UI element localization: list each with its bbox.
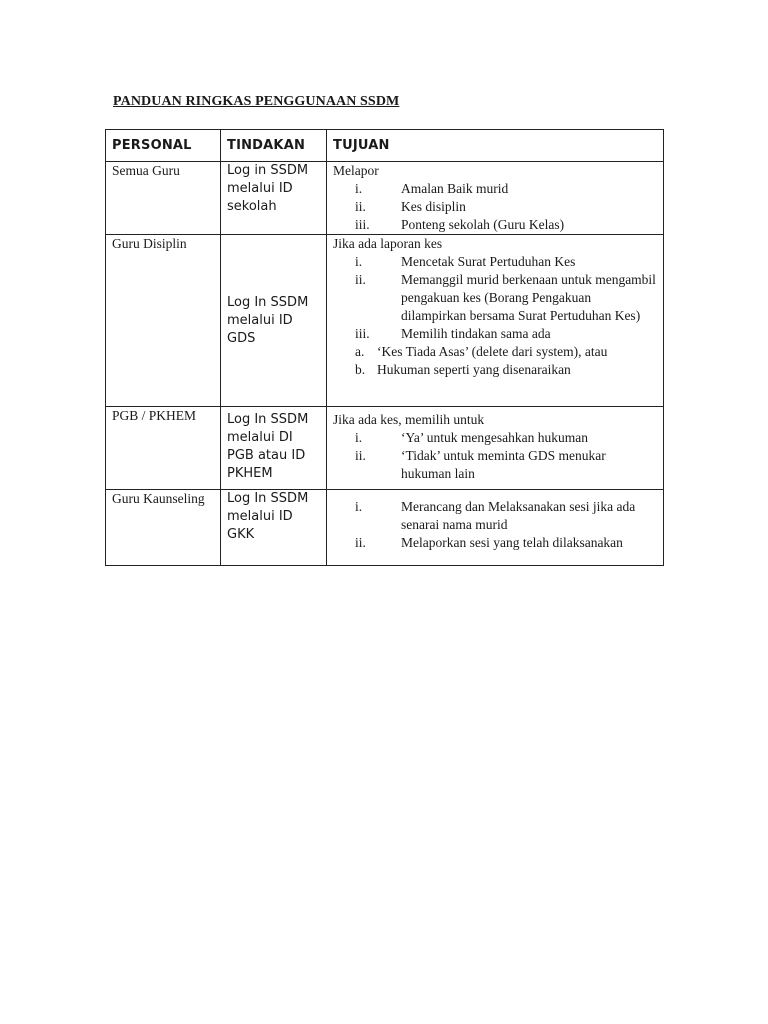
list-item bbox=[333, 216, 657, 234]
list-item-number: ii. bbox=[355, 199, 366, 214]
sub-list-item-letter: a. bbox=[355, 344, 365, 359]
list-item-number: i. bbox=[355, 254, 363, 269]
sub-list-item-text: ‘Kes Tiada Asas’ (delete dari system), atau bbox=[377, 344, 608, 359]
table-row bbox=[106, 407, 664, 490]
sub-list-item bbox=[333, 361, 657, 379]
tindakan-cell: Log In SSDM melalui ID GDS bbox=[221, 235, 327, 407]
tujuan-cell bbox=[327, 235, 664, 407]
tindakan-cell: Log In SSDM melalui ID GKK bbox=[221, 490, 327, 566]
list-item-number: ii. bbox=[355, 535, 366, 550]
list-item-number: ii. bbox=[355, 448, 366, 463]
list-item-text: Memilih tindakan sama ada bbox=[401, 326, 551, 341]
sub-list-item bbox=[333, 343, 657, 361]
tujuan-intro: Jika ada kes, memilih untuk bbox=[333, 412, 485, 427]
list-item bbox=[333, 325, 657, 343]
sub-list-item-letter: b. bbox=[355, 362, 366, 377]
list-item bbox=[333, 447, 657, 483]
sub-list-item-text: Hukuman seperti yang disenaraikan bbox=[377, 362, 571, 377]
personal-cell: Semua Guru bbox=[106, 162, 221, 235]
list-item bbox=[333, 198, 657, 216]
list-item-number: iii. bbox=[355, 326, 370, 341]
list-item-number: ii. bbox=[355, 272, 366, 287]
list-item-number: iii. bbox=[355, 217, 370, 232]
personal-cell: Guru Disiplin bbox=[106, 235, 221, 407]
tujuan-intro: Melapor bbox=[333, 163, 379, 178]
table-row bbox=[106, 162, 664, 235]
table-header-row bbox=[106, 130, 664, 162]
list-item-number: i. bbox=[355, 430, 363, 445]
header-personal: PERSONAL bbox=[106, 130, 221, 162]
list-item-text: Memanggil murid berkenaan untuk mengambil pengakuan kes (Borang Pengakuan dilampirkan bersama Surat Pertuduhan Kes) bbox=[401, 272, 656, 323]
list-item-text: Amalan Baik murid bbox=[401, 181, 509, 196]
list-item-number: i. bbox=[355, 499, 363, 514]
personal-cell: Guru Kaunseling bbox=[106, 490, 221, 566]
tujuan-cell bbox=[327, 490, 664, 566]
list-item bbox=[333, 534, 657, 552]
tindakan-cell: Log in SSDM melalui ID sekolah bbox=[221, 162, 327, 235]
list-item-text: Ponteng sekolah (Guru Kelas) bbox=[401, 217, 565, 232]
list-item bbox=[333, 253, 657, 271]
tujuan-intro: Jika ada laporan kes bbox=[333, 236, 443, 251]
personal-cell: PGB / PKHEM bbox=[106, 407, 221, 490]
list-item-text: Melaporkan sesi yang telah dilaksanakan bbox=[401, 535, 623, 550]
list-item-text: Merancang dan Melaksanakan sesi jika ada senarai nama murid bbox=[401, 499, 636, 532]
list-item-number: i. bbox=[355, 181, 363, 196]
table-row bbox=[106, 235, 664, 407]
list-item bbox=[333, 498, 657, 534]
tindakan-cell: Log In SSDM melalui DI PGB atau ID PKHEM bbox=[221, 407, 327, 490]
list-item-text: ‘Ya’ untuk mengesahkan hukuman bbox=[401, 430, 588, 445]
list-item-text: Mencetak Surat Pertuduhan Kes bbox=[401, 254, 576, 269]
list-item bbox=[333, 180, 657, 198]
list-item-text: ‘Tidak’ untuk meminta GDS menukar hukuman lain bbox=[401, 448, 606, 481]
list-item bbox=[333, 429, 657, 447]
table-row bbox=[106, 490, 664, 566]
tujuan-cell bbox=[327, 162, 664, 235]
header-tindakan: TINDAKAN bbox=[221, 130, 327, 162]
list-item bbox=[333, 271, 657, 325]
header-tujuan: TUJUAN bbox=[327, 130, 664, 162]
document-title: PANDUAN RINGKAS PENGGUNAAN SSDM bbox=[113, 94, 400, 109]
guide-table bbox=[105, 129, 664, 566]
tujuan-cell bbox=[327, 407, 664, 490]
list-item-text: Kes disiplin bbox=[401, 199, 466, 214]
